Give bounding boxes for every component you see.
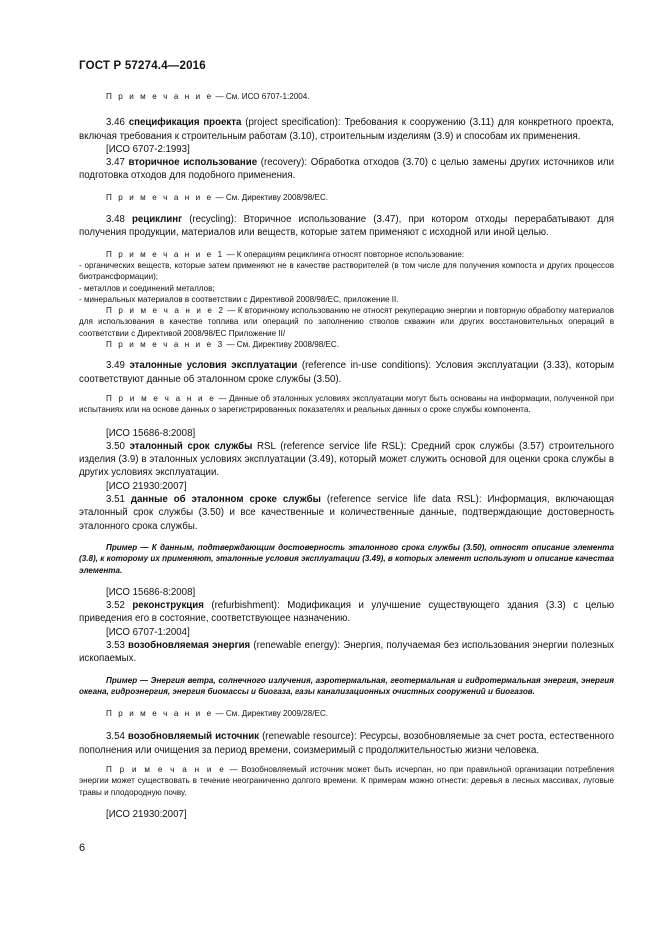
note-1: П р и м е ч а н и е 1 — К операциям рециклинга относят повторное использование:	[106, 249, 465, 259]
note-2: П р и м е ч а н и е 2 — К вторичному использованию не относят рекуперацию энергии и повторную обработку материалов для использования в качестве топлива или операций по заполнению стволов скважин или других восстановительных операций в соответствии с Директивой 2008/98/ЕС Приложение II/	[79, 306, 614, 338]
reference: [ИСО 15686-8:2008]	[106, 586, 196, 598]
note-list-item: - металлов и соединений металлов;	[79, 283, 215, 293]
note-label: П р и м е ч а н и е	[106, 765, 226, 775]
term-3-48: 3.48 рециклинг (recycling): Вторичное использование (3.47), при котором отходы перерабатывают для получения продукции, материалов или веществ, которые затем применяют с исходной или иной целью.	[79, 214, 615, 239]
note-label: П р и м е ч а н и е	[106, 92, 214, 101]
note-label: П р и м е ч а н и е	[106, 393, 216, 403]
note-label: П р и м е ч а н и е 1	[106, 249, 225, 259]
note-3: П р и м е ч а н и е 3 — См. Директиву 2008/98/ЕС.	[106, 340, 339, 350]
reference: [ИСО 21930:2007]	[106, 480, 187, 492]
note: П р и м е ч а н и е — Возобновляемый источник может быть исчерпан, но при правильной организации потребления энергии может существовать в течение неограниченно долгого времени. К примерам можно отнести: деревья в лесных массивах, луговые травы и плодородную почву.	[79, 765, 614, 797]
note-label: П р и м е ч а н и е 2	[106, 306, 226, 316]
note: П р и м е ч а н и е — См. Директиву 2008/98/ЕС.	[106, 192, 329, 202]
reference: [ИСО 15686-8:2008]	[106, 427, 196, 439]
reference: [ИСО 6707-2:1993]	[106, 143, 190, 155]
term-3-53: 3.53 возобновляемая энергия (renewable energy): Энергия, получаемая без использования энергии полезных ископаемых.	[79, 639, 614, 665]
note-label: П р и м е ч а н и е	[106, 709, 214, 719]
note: П р и м е ч а н и е — См. ИСО 6707-1:2004.	[106, 92, 310, 101]
term-3-50: 3.50 эталонный срок службы RSL (reference service life RSL): Средний срок службы (3.57) строительного изделия (3.9) в эталонных условиях эксплуатации (3.49), который может служить основой для оценки срока службы в других условиях эксплуатации.	[79, 440, 614, 479]
term-3-51: 3.51 данные об эталонном сроке службы (reference service life data RSL): Информация, включающая эталонный срок службы (3.50) и все качественные и количественные данные, подтверждающие достоверность эталонного срока службы.	[79, 494, 615, 532]
term-3-52: 3.52 реконструкция (refurbishment): Модификация и улучшение существующего здания (3.3) с целью приведения его в состояние, соответствующее назначению.	[79, 600, 615, 625]
document-header: ГОСТ Р 57274.4—2016	[79, 60, 206, 72]
note: П р и м е ч а н и е — Данные об эталонных условиях эксплуатации могут быть основаны на информации, полученной при испытаниях или на основе данных о зарегистрированных показателях и реальных данных о сроке службы компонента.	[79, 393, 614, 415]
term-3-54: 3.54 возобновляемый источник (renewable resource): Ресурсы, возобновляемые за счет роста, естественного пополнения или очищения за период времени, соизмеримый с продолжительностью жизни человека.	[79, 731, 614, 756]
note-list-item: - минеральных материалов в соответствии с Директивой 2008/98/ЕС, приложение II.	[79, 294, 399, 304]
page-number: 6	[79, 842, 86, 854]
reference: [ИСО 6707-1:2004]	[106, 626, 190, 638]
note-label: П р и м е ч а н и е 3	[106, 340, 225, 350]
term-3-49: 3.49 эталонные условия эксплуатации (reference in-use conditions): Условия эксплуатации (3.33), которым соответствуют данные об эталонном сроке службы (3.50).	[79, 360, 614, 385]
example: Пример — К данным, подтверждающим достоверность эталонного срока службы (3.50), относят описание элемента (3.8), к которому их применяют, эталонные условия эксплуатации (3.49), в которых элемент используют и описание качества элемента.	[79, 542, 614, 575]
reference: [ИСО 21930:2007]	[106, 808, 187, 820]
document-body	[79, 91, 614, 821]
example: Пример — Энергия ветра, солнечного излучения, аэротермальная, геотермальная и гидротермальная энергия, энергия океана, гидроэнергия, энергия биомассы и биогаза, газы канализационных очистных сооружений и биогазов.	[79, 675, 614, 696]
note-list-item: - органических веществ, которые затем применяют не в качестве растворителей (в том числе для получения компоста и других процессов биотрансформации);	[79, 260, 614, 282]
term-3-47: 3.47 вторичное использование (recovery): Обработка отходов (3.70) с целью замены других источников или подготовка отходов для подобного применения.	[79, 157, 614, 182]
note-label: П р и м е ч а н и е	[106, 192, 214, 202]
term-3-46: 3.46 спецификация проекта (project specification): Требования к сооружению (3.11) для конкретного проекта, включая требования к строительным работам (3.10), строительным изделиям (3.9) и способам их применения.	[79, 117, 614, 142]
note: П р и м е ч а н и е — См. Директиву 2009/28/ЕС.	[106, 709, 329, 719]
